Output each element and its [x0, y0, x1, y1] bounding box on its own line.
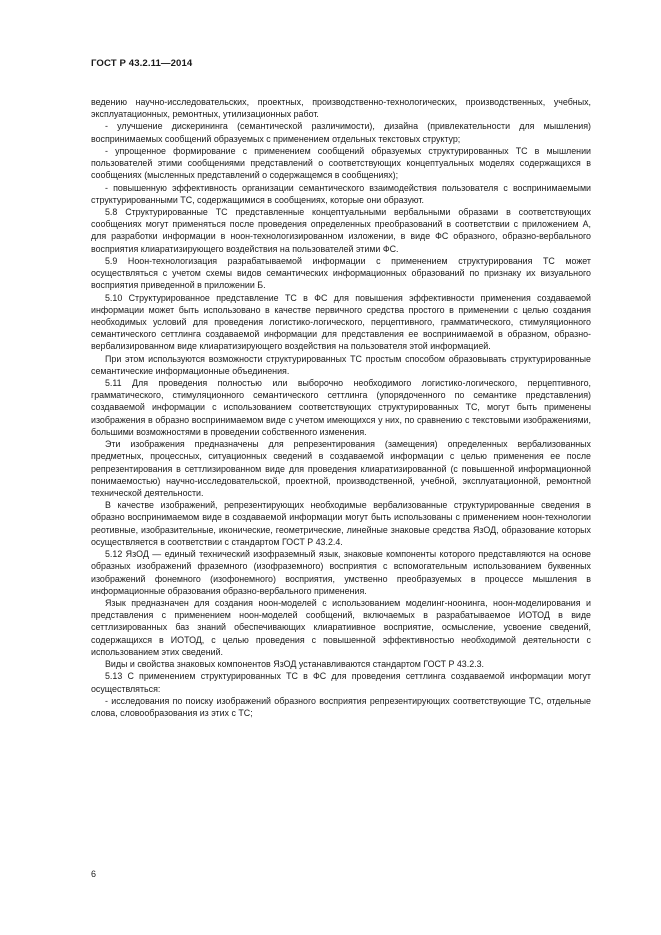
paragraph: 5.8 Структурированные ТС представленные концептуальными вербальными образами в соответствующих сообщениях могут применяться после проведения определенных преобразований в соответствии с приложением А, для разработки информации в ноон-технологизированном изложении, в виде ФС образного, образно-вербального восприятия клиаратизирующего воздействия на пользователей этими ФС.: [91, 206, 591, 254]
paragraph: - упрощенное формирование с применением сообщений образуемых структурированных ТС в мышлении пользователей этими сообщениями представлений о соответствующих концептуальных моделях содержащихся в сообщениях (мысленных представлений о содержащемся в сообщениях);: [91, 145, 591, 181]
paragraph: - улучшение дискерининга (семантической различимости), дизайна (привлекательности для мышления) воспринимаемых сообщений образуемых с применением отдельных текстовых структур;: [91, 121, 591, 144]
paragraph: 5.10 Структурированное представление ТС в ФС для повышения эффективности применения создаваемой информации может быть использовано в качестве первичного средства простого в применении с целью создания необходимых условий для проведения логистико-логического, перцептивного, грамматического, стимуляционного семантического сеттлинга создаваемой информации для представления ее воспринимаемой в образном, образно-вербализированном виде клиаратизирующего воздействия на пользователя этой информацией.: [91, 292, 591, 352]
document-body: [91, 96, 591, 719]
paragraph: При этом используются возможности структурированных ТС простым способом образовывать структурированные семантические информационные объединения.: [91, 353, 591, 376]
paragraph: Язык предназначен для создания ноон-моделей с использованием моделинг-ноонинга, ноон-моделирования и представления с применением ноон-моделей сообщений, включаемых в разрабатываемое ИОТОД в виде сеттлизированных баз знаний обеспечивающих клиаратиивное восприятие, осмысление, усвоение сведений, содержащихся в ИОТОД, с целью проведения с повышенной эффективностью необходимой деятельности с использованием этих сведений.: [91, 597, 591, 657]
paragraph: Эти изображения предназначены для репрезентирования (замещения) определенных вербализованных предметных, процессных, ситуационных сведений в создаваемой информации с целью применения ее после репрезентирования в сеттлизированном виде для проведения клиаратизированной (с повышенной информационной понимаемостью) научно-исследовательской, проектной, производственной, учебной, эксплуатационной, ремонтной технической деятельности.: [91, 439, 591, 498]
paragraph: 5.13 С применением структурированных ТС в ФС для проведения сеттлинга создаваемой информации могут осуществляться:: [91, 671, 591, 694]
paragraph: Виды и свойства знаковых компонентов ЯзОД устанавливаются стандартом ГОСТ Р 43.2.3.: [105, 659, 484, 670]
document-header: ГОСТ Р 43.2.11—2014: [91, 58, 193, 69]
paragraph: 5.11 Для проведения полностью или выборочно необходимого логистико-логического, перцептивного, грамматического, стимуляционного семантического сеттлинга (упорядоченного по семантике представления) создаваемой информации с использованием соответствующих структурированных ТС, могут быть применены изображения в образно воспринимаемом виде с учетом имеющихся у них, по сравнению с текстовыми изображениями, большими возможностями в проведении собственного изменения.: [91, 378, 591, 437]
paragraph: В качестве изображений, репрезентирующих необходимые вербализованные структурированные сведения в образно воспринимаемом виде в создаваемой информации могут быть использованы с применением ноон-технологии реотивные, изобразительные, иконические, геометрические, линейные знаковые средства ЯзОД, образование которых осуществляется в соответствии с стандартом ГОСТ Р 43.2.4.: [91, 500, 591, 547]
paragraph: 5.9 Ноон-технологизация разрабатываемой информации с применением структурирования ТС может осуществляться с учетом схемы видов семантических информационных образований по признаку их визуального восприятия приведенной в приложении Б.: [91, 255, 591, 291]
page-number: 6: [91, 869, 97, 879]
paragraph: - исследования по поиску изображений образного восприятия репрезентирующих соответствующие ТС, отдельные слова, словообразования из этих с ТС;: [91, 695, 591, 718]
paragraph: - повышенную эффективность организации семантического взаимодействия пользователя с воспринимаемыми структурированными ТС, содержащимися в сообщениях, которые они образуют.: [91, 182, 591, 205]
paragraph: 5.12 ЯзОД — единый технический изофраземный язык, знаковые компоненты которого представляются на основе образных изображений фраземного (изофраземного) восприятия с вспомогательным использованием буквенных изображений фонемного (изофонемного) восприятия, умственно преобразуемых в процессе мышления в информационные образования образно-вербального применения.: [91, 549, 591, 596]
paragraph: ведению научно-исследовательских, проектных, производственно-технологических, производственных, учебных, эксплуатационных, ремонтных, утилизационных работ.: [91, 97, 591, 120]
